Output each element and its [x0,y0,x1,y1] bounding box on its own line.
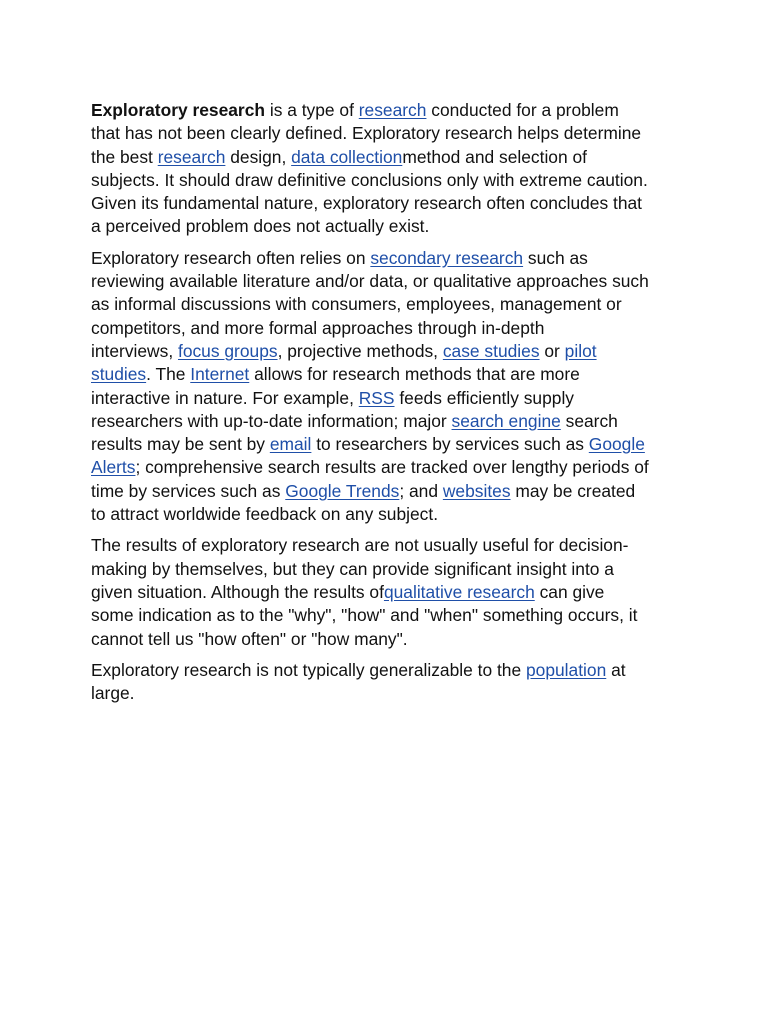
text-run: conducted for a problem [426,100,619,120]
text-run: method and selection of [402,146,587,167]
text-run: at [606,659,626,680]
hyperlink[interactable]: websites [442,480,511,501]
text-run: researchers with up-to-date information; major [91,410,452,431]
paragraph-3 [91,534,691,650]
paragraph-2 [91,247,691,527]
hyperlink[interactable]: secondary research [370,247,524,268]
hyperlink[interactable]: email [269,434,312,455]
text-run: is a type of [265,100,359,120]
text-line [91,480,691,503]
text-run: allows for research methods that are more [249,364,580,385]
paragraph-1 [91,99,691,239]
text-run: some indication as to the "why", "how" and "when" something occurs, it [91,605,638,626]
text-line [91,340,691,363]
hyperlink[interactable]: search engine [451,410,561,431]
text-run: ; comprehensive search results are tracked over lengthy periods of [135,457,649,478]
bold-term: Exploratory research [91,100,265,120]
text-run: subjects. It should draw definitive conclusions only with extreme caution. [91,169,648,190]
hyperlink[interactable]: case studies [442,340,540,361]
hyperlink[interactable]: qualitative research [383,581,535,602]
text-line [91,503,691,526]
text-run: ; and [399,480,443,501]
text-line [91,682,691,705]
text-run: such as [523,247,588,268]
text-line [91,99,691,122]
text-run: cannot tell us "how often" or "how many". [91,628,408,649]
hyperlink[interactable]: data collection [291,146,403,167]
text-run: can give [534,581,605,602]
hyperlink[interactable]: Internet [190,364,250,385]
text-run: may be created [510,480,636,501]
text-line [91,270,691,293]
hyperlink[interactable]: focus groups [177,340,278,361]
text-line [91,604,691,627]
hyperlink[interactable]: research [358,100,427,120]
text-line [91,534,691,557]
hyperlink[interactable]: studies [91,364,147,385]
text-line [91,192,691,215]
text-run: interviews, [91,340,178,361]
text-run: large. [91,683,135,704]
text-line [91,387,691,410]
text-line [91,410,691,433]
hyperlink[interactable]: population [526,659,607,680]
text-line [91,456,691,479]
text-line [91,558,691,581]
hyperlink[interactable]: pilot [564,340,597,361]
text-line [91,146,691,169]
hyperlink[interactable]: Google [588,434,645,455]
text-line [91,169,691,192]
text-run: making by themselves, but they can provide significant insight into a [91,558,614,579]
text-run: . The [146,364,191,385]
text-run: to attract worldwide feedback on any subject. [91,504,439,525]
text-run: as informal discussions with consumers, employees, management or [91,294,622,315]
text-run: given situation. Although the results of [91,581,384,602]
hyperlink[interactable]: Google Trends [285,480,400,501]
text-run: The results of exploratory research are not usually useful for decision- [91,535,629,556]
text-line [91,317,691,340]
text-run: interactive in nature. For example, [91,387,359,408]
hyperlink[interactable]: Alerts [91,457,136,478]
text-line [91,433,691,456]
text-run: , projective methods, [277,340,443,361]
text-run: that has not been clearly defined. Exploratory research helps determine [91,123,642,144]
hyperlink[interactable]: RSS [358,387,395,408]
text-run: the best [91,146,158,167]
text-run: Exploratory research often relies on [91,247,371,268]
text-run: results may be sent by [91,434,270,455]
text-line [91,363,691,386]
text-run: search [560,410,618,431]
document-body [91,99,691,713]
text-line [91,293,691,316]
text-line [91,628,691,651]
hyperlink[interactable]: research [157,146,226,167]
text-run: feeds efficiently supply [394,387,575,408]
text-run: to researchers by services such as [311,434,589,455]
text-run: Exploratory research is not typically generalizable to the [91,659,526,680]
text-run: or [539,340,565,361]
text-line [91,659,691,682]
text-run: competitors, and more formal approaches through in-depth [91,317,545,338]
text-run: reviewing available literature and/or data, or qualitative approaches such [91,271,649,292]
text-run: a perceived problem does not actually exist. [91,216,430,237]
text-line [91,215,691,238]
text-run: design, [225,146,292,167]
paragraph-4 [91,659,691,706]
text-line [91,247,691,270]
text-run: Given its fundamental nature, exploratory research often concludes that [91,193,643,214]
text-line [91,581,691,604]
text-run: time by services such as [91,480,286,501]
text-line [91,122,691,145]
